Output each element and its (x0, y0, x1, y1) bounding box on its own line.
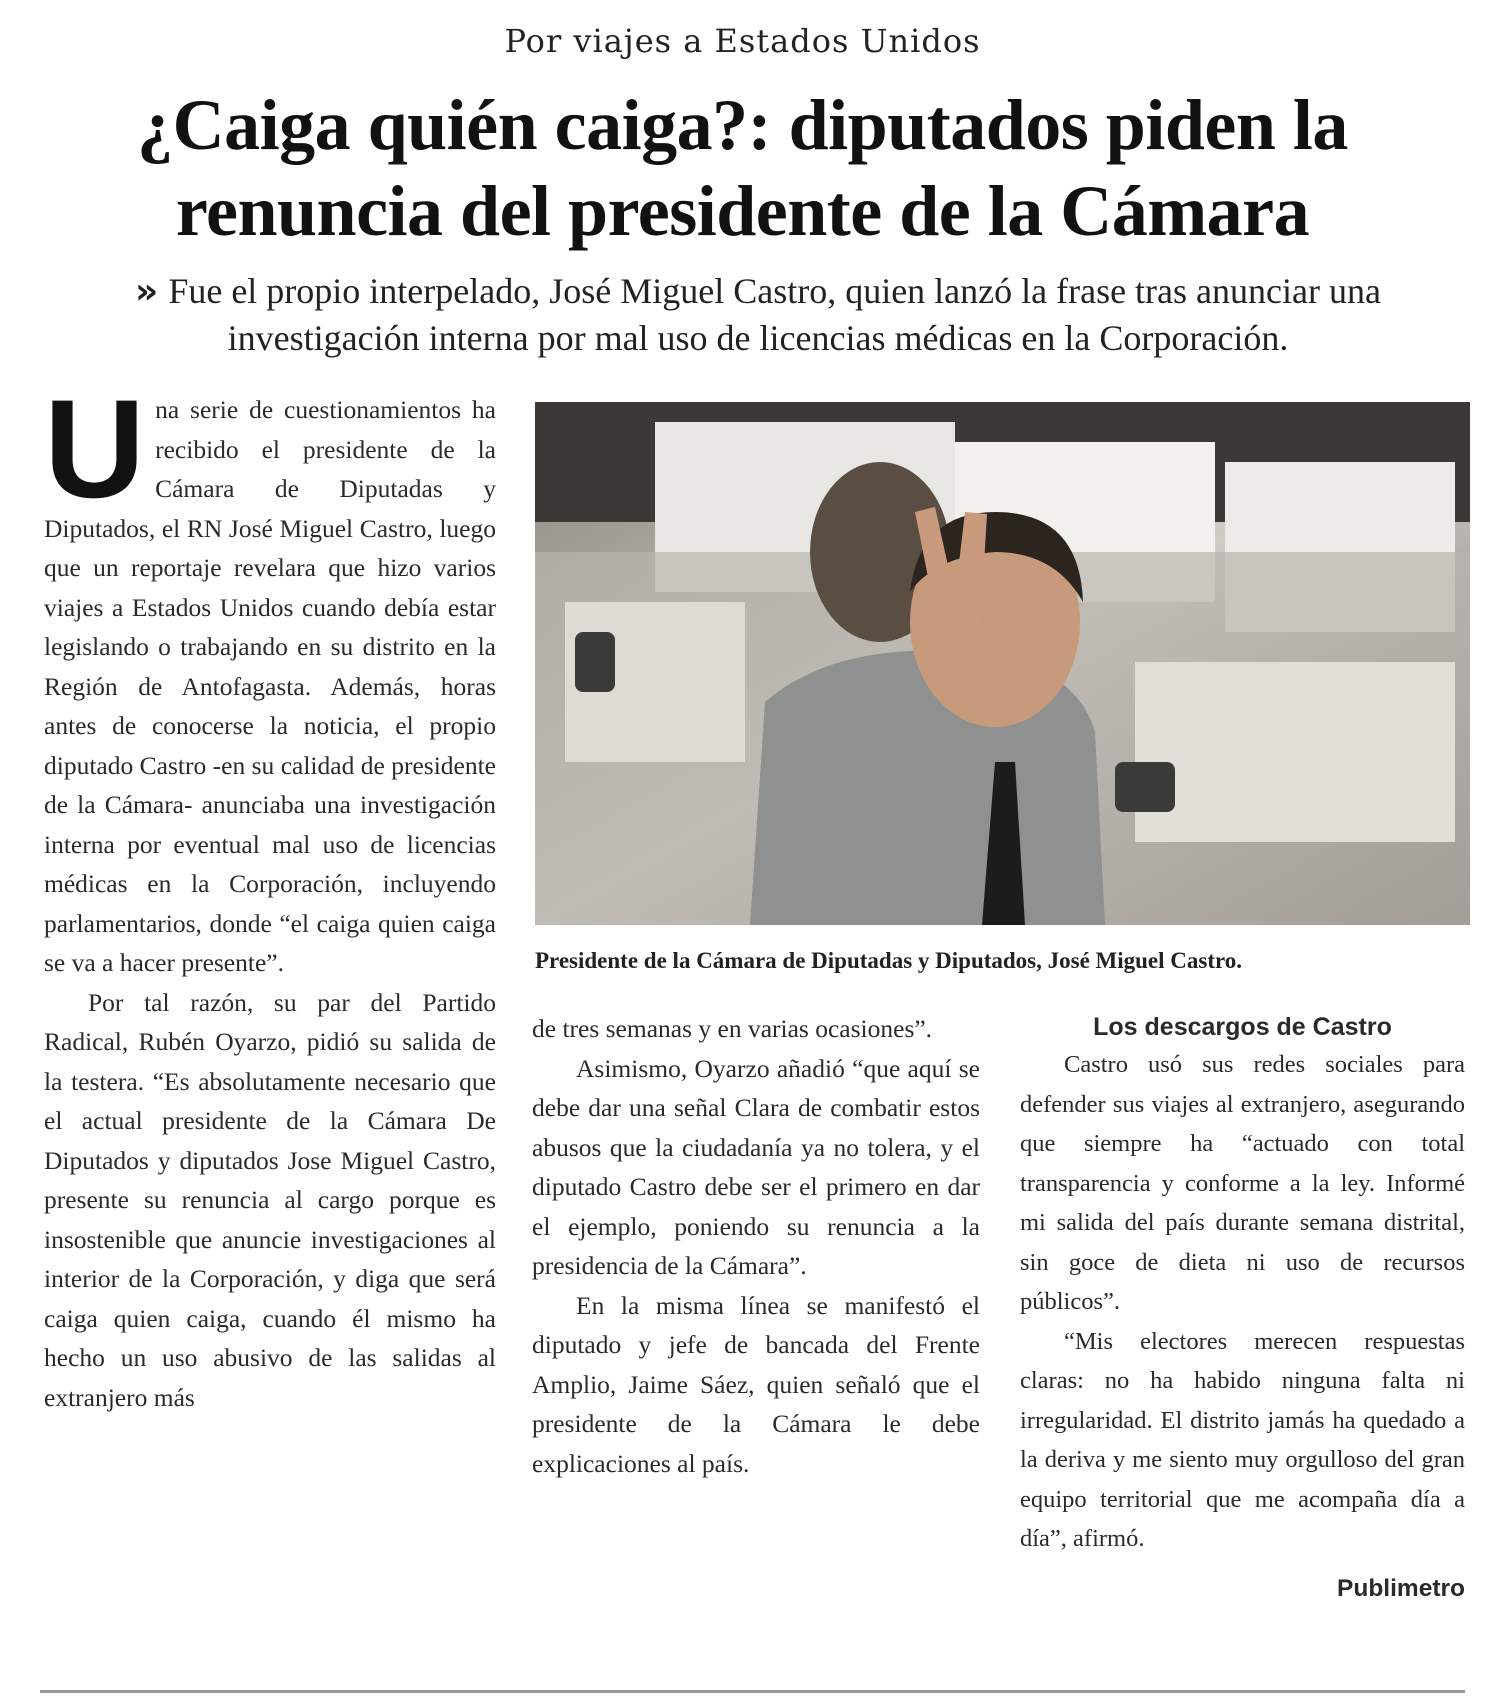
drop-cap: U (44, 370, 146, 527)
bottom-divider (40, 1690, 1465, 1693)
subtitle-text: Fue el propio interpelado, José Miguel Castro, quien lanzó la frase tras anunciar una investigación interna por mal uso de licencias médicas en la Corporación. (168, 271, 1381, 358)
paragraph-1: na serie de cuestionamientos ha recibido el presidente de la Cámara de Diputadas y Diputados, el RN José Miguel Castro, luego que un reportaje revelara que hizo varios viajes a Estados Unidos cuando debía estar legislando o trabajando en su distrito en la Región de Antofagasta. Además, horas antes de conocerse la noticia, el propio diputado Castro -en su calidad de presidente de la Cámara- anunciaba una investigación interna por eventual mal uso de licencias médicas en la Corporación, incluyendo parlamentarios, donde “el caiga quien caiga se va a hacer presente”. (44, 395, 496, 977)
section-subhead: Los descargos de Castro (1093, 1013, 1392, 1041)
column-3 (1020, 1009, 1465, 1608)
headline-line-1: ¿Caiga quién caiga?: diputados piden la (137, 85, 1348, 165)
paragraph-3: Asimismo, Oyarzo añadió “que aquí se debe dar una señal Clara de combatir estos abusos que la ciudadanía ya no tolera, y el diputado Castro debe ser el primero en dar el ejemplo, poniendo su renuncia a la presidencia de la Cámara”. (532, 1053, 980, 1280)
subtitle (48, 268, 1468, 361)
paragraph-6: “Mis electores merecen respuestas claras: no ha habido ninguna falta ni irregularidad. El distrito jamás ha quedado a la deriva y me siento muy orgulloso del gran equipo territorial que me acompaña día a día”, afirmó. (1020, 1327, 1465, 1552)
photo-icon (535, 402, 1470, 925)
kicker: Por viajes a Estados Unidos (504, 22, 981, 60)
paragraph-2: Por tal razón, su par del Partido Radical, Rubén Oyarzo, pidió su salida de la testera. “Es absolutamente necesario que el actual presidente de la Cámara De Diputados y diputados Jose Miguel Castro, presente su renuncia al cargo porque es insostenible que anuncie investigaciones al interior de la Corporación, y diga que será caiga quien caiga, cuando él mismo ha hecho un uso abusivo de las salidas al extranjero más (44, 987, 496, 1412)
paragraph-2-continued: de tres semanas y en varias ocasiones”. (532, 1014, 933, 1043)
headline (60, 82, 1425, 254)
column-2 (532, 1009, 980, 1483)
headline-line-2: renuncia del presidente de la Cámara (175, 171, 1310, 251)
column-1 (44, 370, 496, 1417)
article-photo (535, 402, 1470, 925)
paragraph-5: Castro usó sus redes sociales para defender sus viajes al extranjero, asegurando que siempre ha “actuado con total transparencia y conforme a la ley. Informé mi salida del país durante semana distrital, sin goce de dieta ni uso de recursos públicos”. (1020, 1051, 1465, 1315)
signature: Publimetro (1337, 1574, 1465, 1602)
paragraph-4: En la misma línea se manifestó el diputado y jefe de bancada del Frente Amplio, Jaime Sáez, quien señaló que el presidente de la Cámara le debe explicaciones al país. (532, 1290, 980, 1478)
chevron-right-icon: » (135, 271, 159, 312)
photo-caption: Presidente de la Cámara de Diputadas y Diputados, José Miguel Castro. (535, 948, 1243, 973)
